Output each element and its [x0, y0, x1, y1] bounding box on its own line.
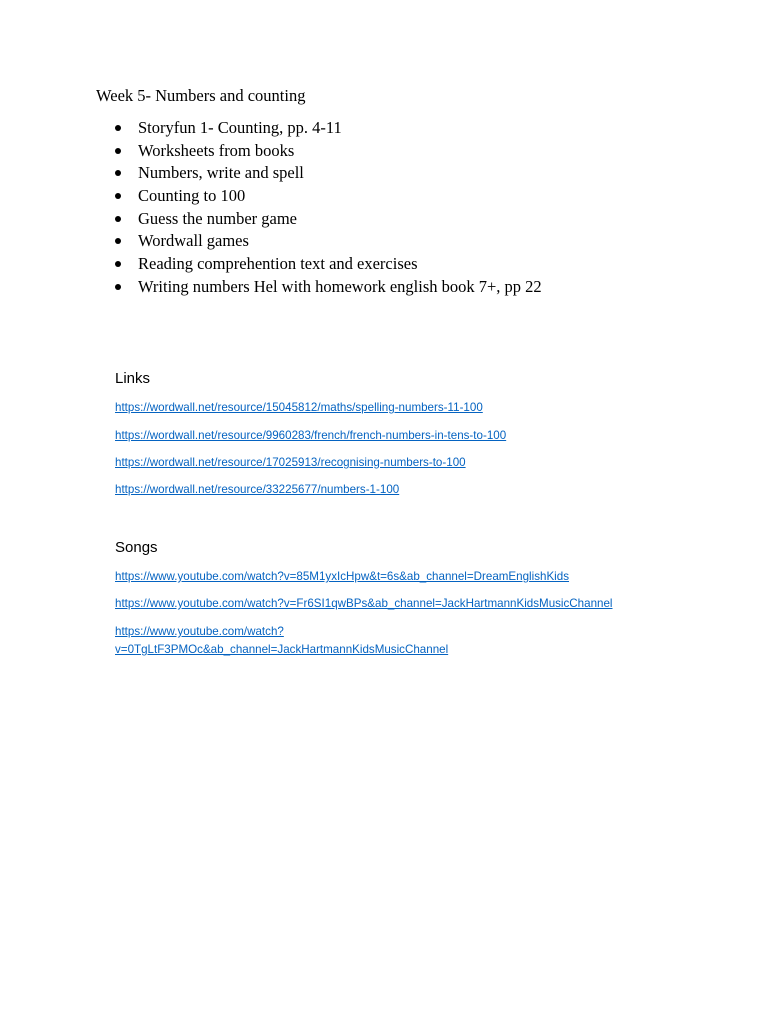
- list-item: [112, 185, 542, 208]
- list-item-text: Writing numbers Hel with homework english book 7+, pp 22: [138, 276, 542, 296]
- youtube-link-3-line-2: v=0TgLtF3PMOc&ab_channel=JackHartmannKidsMusicChannel: [115, 643, 449, 656]
- list-item: [112, 230, 542, 253]
- bullet-icon: [115, 148, 121, 154]
- list-item: [112, 208, 542, 231]
- bullet-icon: [115, 284, 121, 290]
- youtube-link-3[interactable]: [115, 623, 448, 659]
- list-item-text: Worksheets from books: [138, 140, 295, 160]
- wordwall-link-2[interactable]: https://wordwall.net/resource/9960283/french/french-numbers-in-tens-to-100: [115, 429, 507, 442]
- bullet-icon: [115, 193, 121, 199]
- list-item-text: Numbers, write and spell: [138, 163, 304, 183]
- list-item-text: Reading comprehention text and exercises: [138, 254, 418, 274]
- bullet-icon: [115, 170, 121, 176]
- youtube-link-3-line-1: https://www.youtube.com/watch?: [115, 625, 284, 638]
- list-item: [112, 117, 542, 140]
- songs-heading: Songs: [115, 539, 158, 556]
- wordwall-link-1[interactable]: https://wordwall.net/resource/15045812/maths/spelling-numbers-11-100: [115, 401, 483, 414]
- list-item-text: Wordwall games: [138, 231, 249, 251]
- list-item-text: Guess the number game: [138, 208, 297, 228]
- wordwall-link-4[interactable]: https://wordwall.net/resource/33225677/numbers-1-100: [115, 483, 400, 496]
- activity-list: [112, 117, 542, 299]
- bullet-icon: [115, 216, 121, 222]
- list-item: [112, 140, 542, 163]
- document-title: Week 5- Numbers and counting: [96, 86, 306, 105]
- bullet-icon: [115, 261, 121, 267]
- wordwall-link-3[interactable]: https://wordwall.net/resource/17025913/recognising-numbers-to-100: [115, 456, 466, 469]
- list-item: [112, 253, 542, 276]
- bullet-icon: [115, 238, 121, 244]
- bullet-icon: [115, 125, 121, 131]
- links-heading: Links: [115, 370, 151, 387]
- list-item: [112, 162, 542, 185]
- youtube-link-2[interactable]: https://www.youtube.com/watch?v=Fr6SI1qwBPs&ab_channel=JackHartmannKidsMusicChannel: [115, 597, 613, 610]
- youtube-link-1[interactable]: https://www.youtube.com/watch?v=85M1yxIcHpw&t=6s&ab_channel=DreamEnglishKids: [115, 570, 570, 583]
- list-item: [112, 276, 542, 299]
- list-item-text: Storyfun 1- Counting, pp. 4-11: [138, 118, 342, 137]
- list-item-text: Counting to 100: [138, 186, 246, 206]
